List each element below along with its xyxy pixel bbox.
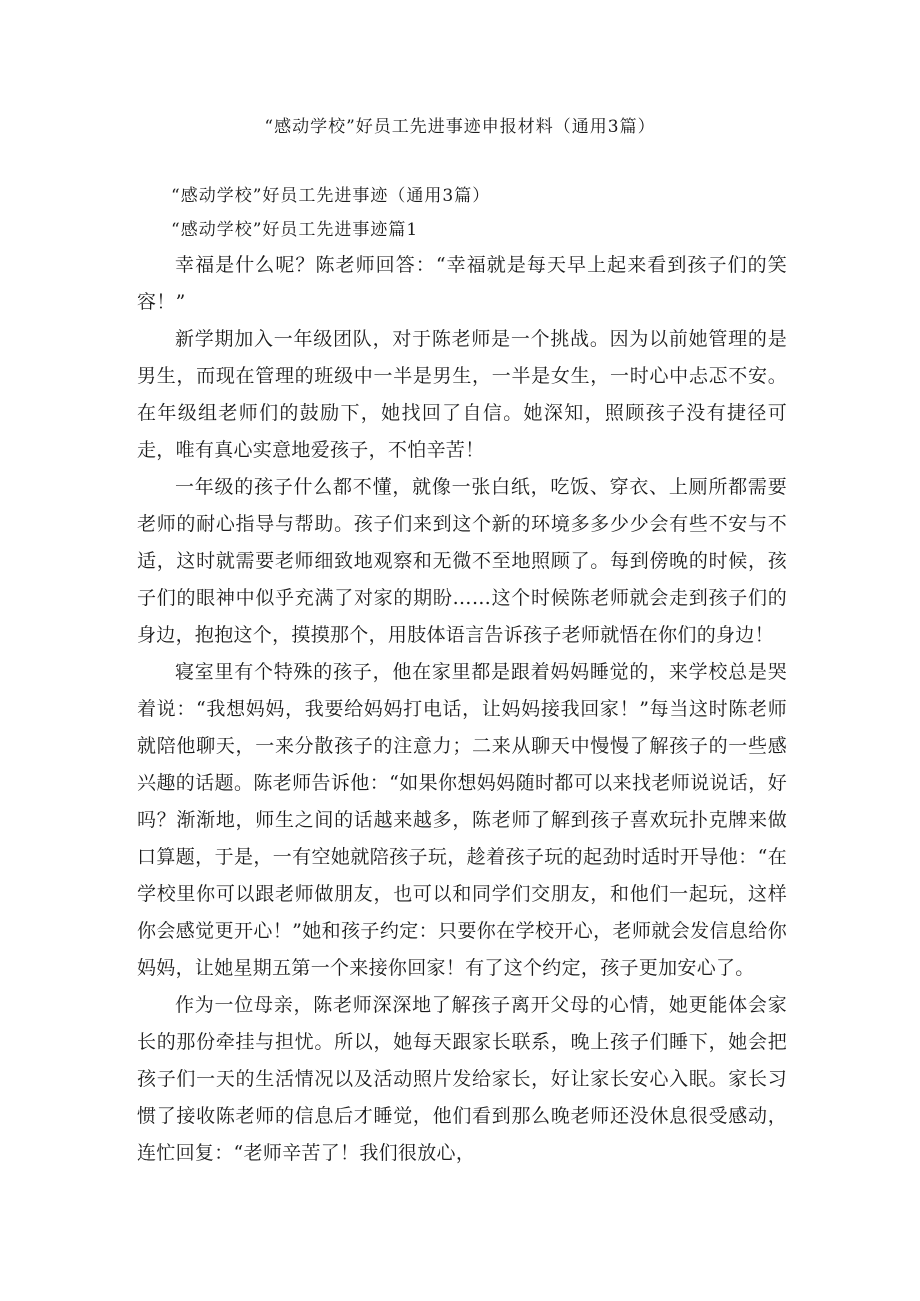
section-heading: “感动学校”好员工先进事迹篇1 [171, 220, 419, 240]
document-title: “感动学校”好员工先进事迹申报材料（通用3篇） [264, 117, 656, 137]
body-paragraph-5: 作为一位母亲，陈老师深深地了解孩子离开父母的心情，她更能体会家长的那份牵挂与担忧。所以，她每天跟家长联系，晚上孩子们睡下，她会把孩子们一天的生活情况以及活动照片发给家长，好让家长安心入眠。家长习惯了接收陈老师的信息后才睡觉，他们看到那么晚老师还没休息很受感动，连忙回复：“老师辛苦了！我们很放心， [137, 994, 787, 1164]
body-paragraph-1: 幸福是什么呢？陈老师回答：“幸福就是每天早上起来看到孩子们的笑容！” [137, 254, 787, 313]
body-paragraph-3: 一年级的孩子什么都不懂，就像一张白纸，吃饭、穿衣、上厕所都需要老师的耐心指导与帮助。孩子们来到这个新的环境多多少少会有些不安与不适，这时就需要老师细致地观察和无微不至地照顾了。每到傍晚的时候，孩子们的眼神中似乎充满了对家的期盼……这个时候陈老师就会走到孩子们的身边，抱抱这个，摸摸那个，用肢体语言告诉孩子老师就悟在你们的身边！ [137, 476, 787, 646]
document-body [137, 179, 787, 1172]
body-paragraph-4: 寝室里有个特殊的孩子，他在家里都是跟着妈妈睡觉的，来学校总是哭着说：“我想妈妈，我要给妈妈打电话，让妈妈接我回家！”每当这时陈老师就陪他聊天，一来分散孩子的注意力；二来从聊天中慢慢了解孩子的一些感兴趣的话题。陈老师告诉他：“如果你想妈妈随时都可以来找老师说说话，好吗？渐渐地，师生之间的话越来越多，陈老师了解到孩子喜欢玩扑克牌来做口算题，于是，一有空她就陪孩子玩，趁着孩子玩的起劲时适时开导他：“在学校里你可以跟老师做朋友，也可以和同学们交朋友，和他们一起玩，这样你会感觉更开心！”她和孩子约定：只要你在学校开心，老师就会发信息给你妈妈，让她星期五第一个来接你回家！有了这个约定，孩子更加安心了。 [137, 661, 787, 979]
body-paragraph-2: 新学期加入一年级团队，对于陈老师是一个挑战。因为以前她管理的是男生，而现在管理的班级中一半是男生，一半是女生，一时心中忐忑不安。在年级组老师们的鼓励下，她找回了自信。她深知，照顾孩子没有捷径可走，唯有真心实意地爱孩子，不怕辛苦！ [137, 328, 787, 461]
document-subtitle: “感动学校”好员工先进事迹（通用3篇） [171, 186, 491, 206]
